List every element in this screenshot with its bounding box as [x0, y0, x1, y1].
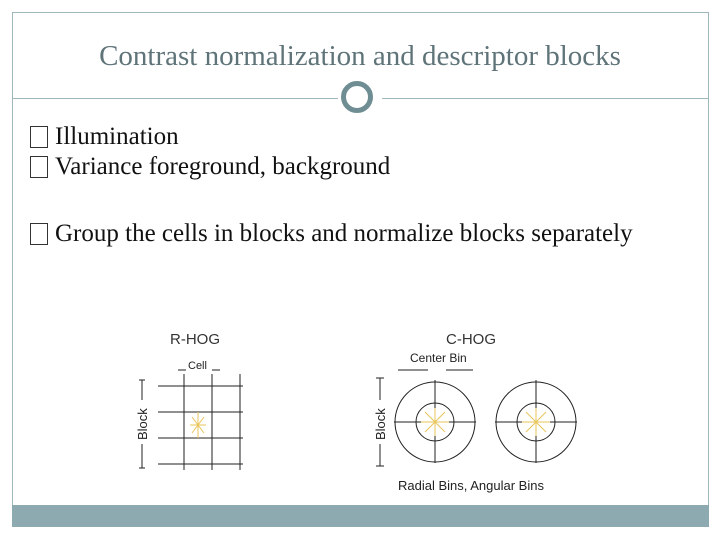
chog-heading: C-HOG: [446, 331, 496, 348]
title-rule-right: [382, 98, 709, 99]
rhog-block-label: Block: [135, 408, 150, 440]
chog-panel: [372, 331, 577, 493]
rhog-heading: R-HOG: [170, 331, 220, 348]
bullet-item: [30, 219, 670, 249]
slide-title: Contrast normalization and descriptor blocks: [99, 40, 621, 72]
bullet-list: [30, 122, 670, 249]
hog-figure: [128, 322, 588, 498]
rhog-star-icon: [190, 412, 206, 438]
rhog-panel: [133, 331, 243, 470]
chog-caption: Radial Bins, Angular Bins: [398, 478, 544, 493]
bullet-box-icon: [30, 223, 48, 245]
bullet-box-icon: [30, 126, 48, 148]
chog-star-icon: [421, 408, 449, 436]
bullet-item: [30, 122, 670, 152]
bullet-text: Variance foreground, background: [55, 153, 391, 180]
ring-ornament-icon: [341, 81, 373, 113]
bullet-text: Illumination: [55, 123, 179, 150]
chog-center-label: Center Bin: [410, 351, 467, 365]
chog-block-label: Block: [373, 408, 388, 440]
hog-diagram: [128, 322, 588, 498]
bullet-box-icon: [30, 156, 48, 178]
bullet-item: [30, 152, 670, 182]
bullet-text: Group the cells in blocks and normalize blocks separately: [55, 220, 633, 247]
rhog-cell-label: Cell: [188, 360, 207, 372]
footer-bar: [12, 505, 709, 527]
chog-star-icon: [522, 408, 550, 436]
title-rule-left: [12, 98, 338, 99]
